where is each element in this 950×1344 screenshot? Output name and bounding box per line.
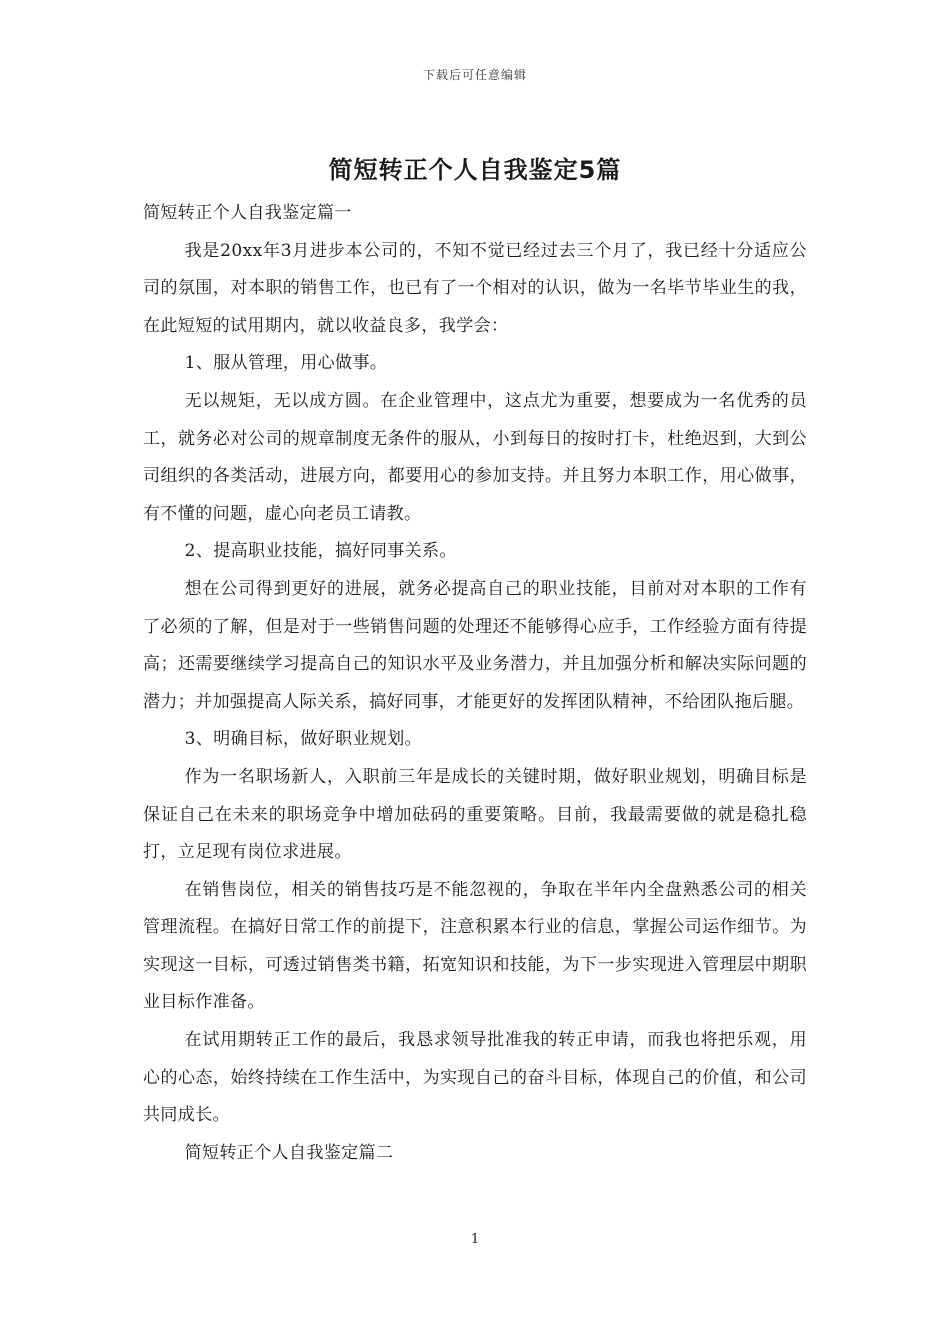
section-heading-2: 简短转正个人自我鉴定篇二 xyxy=(184,1142,394,1163)
paragraph: 在试用期转正工作的最后，我恳求领导批准我的转正申请，而我也将把乐观，用心的心态，始终持续在工作生活中，为实现自己的奋斗目标，体现自己的价值，和公司共同成长。 xyxy=(143,1030,807,1126)
document-title: 简短转正个人自我鉴定5篇 xyxy=(328,156,622,184)
paragraph: 在销售岗位，相关的销售技巧是不能忽视的，争取在半年内全盘熟悉公司的相关管理流程。在搞好日常工作的前提下，注意积累本行业的信息，掌握公司运作细节。为实现这一目标，可透过销售类书籍，拓宽知识和技能，为下一步实现进入管理层中期职业目标作准备。 xyxy=(143,879,807,1013)
list-item-heading: 1、服从管理，用心做事。 xyxy=(184,353,388,374)
list-item-heading: 3、明确目标，做好职业规划。 xyxy=(184,729,423,750)
header-note: 下载后可任意编辑 xyxy=(422,68,527,82)
paragraph: 作为一名职场新人，入职前三年是成长的关键时期，做好职业规划，明确目标是保证自己在未来的职场竞争中增加砝码的重要策略。目前，我最需要做的就是稳扎稳打，立足现有岗位求进展。 xyxy=(143,766,807,863)
section-heading-1: 简短转正个人自我鉴定篇一 xyxy=(143,203,352,223)
paragraph: 想在公司得到更好的进展，就务必提高自己的职业技能，目前对对本职的工作有了必须的了解，但是对于一些销售问题的处理还不能够得心应手，工作经验方面有待提高；还需要继续学习提高自己的知识水平及业务潜力，并且加强分析和解决实际问题的潜力；并加强提高人际关系，搞好同事，才能更好的发挥团队精神，不给团队拖后腿。 xyxy=(143,578,807,712)
paragraph: 无以规矩，无以成方圆。在企业管理中，这点尤为重要，想要成为一名优秀的员工，就务必对公司的规章制度无条件的服从，小到每日的按时打卡，杜绝迟到，大到公司组织的各类活动，进展方向，都要用心的参加支持。并且努力本职工作，用心做事，有不懂的问题，虚心向老员工请教。 xyxy=(143,390,807,524)
page-number: 1 xyxy=(470,1232,480,1247)
document-body xyxy=(143,195,807,1172)
paragraph: 我是20xx年3月进步本公司的，不知不觉已经过去三个月了，我已经十分适应公司的氛围，对本职的销售工作，也已有了一个相对的认识，做为一名毕节毕业生的我，在此短短的试用期内，就以收益良多，我学会： xyxy=(143,240,807,336)
list-item-heading: 2、提高职业技能，搞好同事关系。 xyxy=(184,541,457,562)
